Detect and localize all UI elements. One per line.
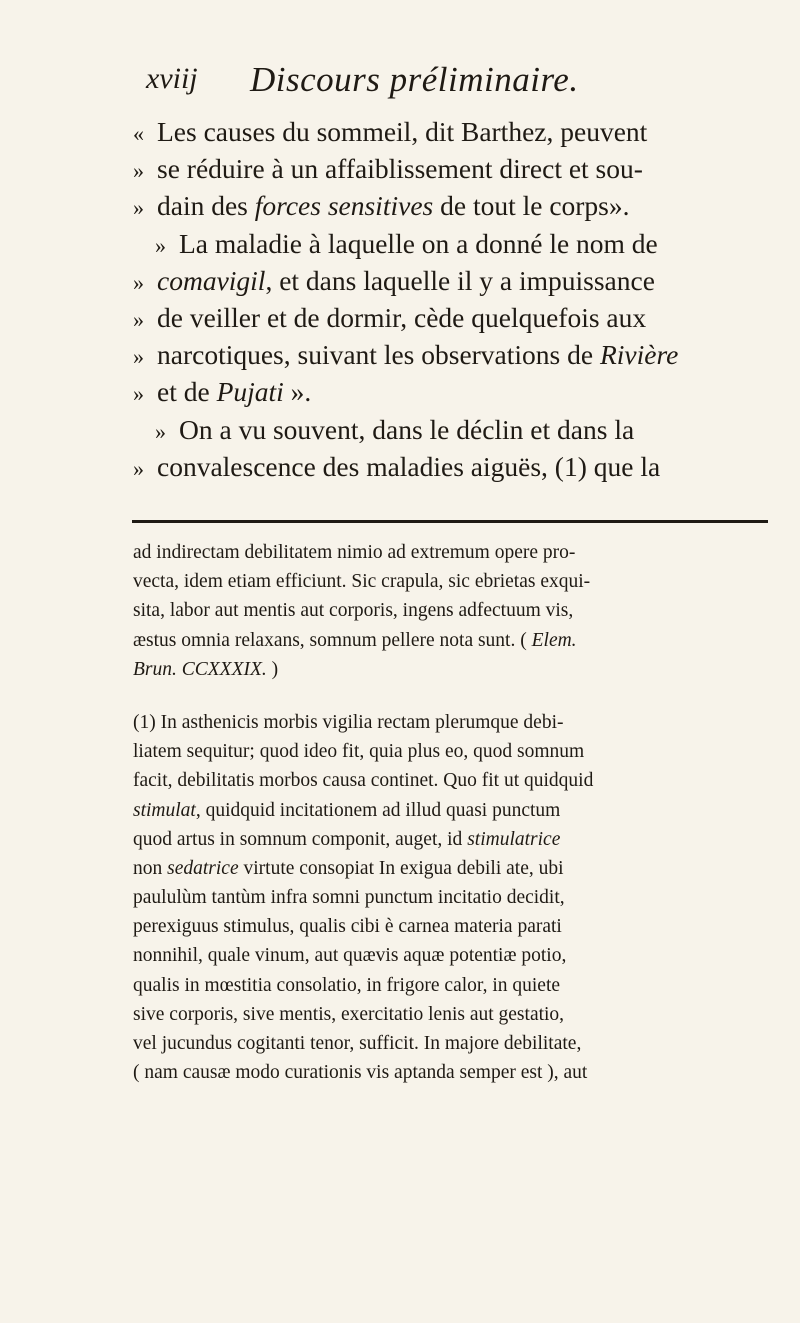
quote-mark: »	[133, 195, 144, 221]
footnote-line	[133, 1000, 773, 1029]
footnote-line	[133, 883, 773, 912]
text-run: vel jucundus cogitanti tenor, sufficit. In majore debilitate,	[133, 1033, 582, 1054]
quote-mark: »	[133, 381, 144, 407]
quote-mark: »	[133, 306, 144, 332]
quote-mark: »	[155, 418, 166, 444]
main-text-line	[133, 448, 773, 485]
main-text-line	[133, 262, 773, 299]
text-run: narcotiques, suivant les observations de	[157, 339, 600, 371]
text-run: , et dans laquelle il y a impuissance	[265, 264, 655, 296]
footnote-line	[133, 596, 773, 625]
text-run: paululùm tantùm infra somni punctum incitatio decidit,	[133, 887, 565, 909]
text-run: de tout le corps».	[433, 190, 630, 222]
text-run: ».	[283, 376, 312, 408]
running-head	[140, 62, 740, 106]
main-text-line	[133, 225, 773, 262]
text-run: qualis in mœstitia consolatio, in frigore calor, in quiete	[133, 974, 561, 996]
quote-mark: »	[133, 344, 144, 370]
footnote-line	[133, 825, 773, 854]
italic-text-run: sedatrice	[167, 857, 239, 879]
italic-text-run: Pujati	[216, 376, 284, 408]
text-run: virtute consopiat In exigua debili ate, ubi	[238, 857, 564, 879]
text-run: nonnihil, quale vinum, aut quævis aquæ potentiæ potio,	[133, 945, 567, 967]
footnote-line	[133, 567, 773, 596]
text-run: liatem sequitur; quod ideo fit, quia plus eo, quod somnum	[133, 741, 585, 763]
main-text-line	[133, 411, 773, 448]
text-run: vecta, idem etiam efficiunt. Sic crapula, sic ebrietas exqui-	[133, 571, 591, 593]
footnotes	[133, 538, 773, 1087]
footnote-line	[133, 912, 773, 941]
text-run: On a vu souvent, dans le déclin et dans la	[179, 413, 635, 445]
text-run: facit, debilitatis morbos causa continet. Quo fit ut quidquid	[133, 770, 594, 792]
footnote-line	[133, 1029, 773, 1058]
text-run: )	[266, 658, 279, 680]
footnote-line	[133, 737, 773, 766]
quote-mark: «	[133, 121, 144, 146]
main-text-line	[133, 373, 773, 410]
italic-text-run: Rivière	[599, 339, 679, 371]
paragraph-gap	[133, 684, 773, 708]
footnote-line	[133, 941, 773, 970]
text-run: se réduire à un affaiblissement direct et sou-	[157, 153, 643, 185]
text-run: et de	[157, 376, 217, 408]
quote-mark: »	[133, 269, 144, 295]
italic-text-run: forces sensitives	[254, 190, 434, 222]
footnote-line	[133, 538, 773, 567]
italic-text-run: stimulat	[133, 799, 196, 821]
main-text-line	[133, 150, 773, 187]
italic-text-run: comavigil	[157, 264, 266, 296]
quote-mark: »	[155, 232, 166, 258]
text-run: æstus omnia relaxans, somnum pellere nota sunt. (	[133, 629, 532, 651]
footnote-line	[133, 854, 773, 883]
text-run: perexiguus stimulus, qualis cibi è carnea materia parati	[133, 916, 562, 938]
main-text-line	[133, 336, 773, 373]
running-title: Discours préliminaire.	[250, 60, 579, 99]
main-text-line	[133, 113, 773, 150]
text-run: de veiller et de dormir, cède quelquefois aux	[157, 301, 647, 333]
text-run: sive corporis, sive mentis, exercitatio lenis aut gestatio,	[133, 1003, 565, 1025]
text-run: sita, labor aut mentis aut corporis, ingens adfectuum vis,	[133, 600, 574, 622]
text-run: quod artus in somnum componit, auget, id	[133, 828, 468, 850]
quote-mark: »	[133, 158, 144, 184]
text-run: ( nam causæ modo curationis vis aptanda semper est ), aut	[133, 1062, 588, 1084]
footnote-line	[133, 796, 773, 825]
main-text-line	[133, 187, 773, 224]
text-run: La maladie à laquelle on a donné le nom de	[179, 227, 658, 259]
page-number: xviij	[146, 62, 198, 95]
footnote-rule	[132, 520, 768, 523]
text-run: ad indirectam debilitatem nimio ad extremum opere pro-	[133, 542, 576, 563]
footnote-line	[133, 626, 773, 655]
text-run: convalescence des maladies aiguës, (1) que la	[157, 450, 661, 482]
italic-text-run: Elem.	[531, 629, 577, 651]
footnote-line	[133, 971, 773, 1000]
footnote-line	[133, 655, 773, 684]
footnote-line	[133, 1058, 773, 1087]
text-run: non	[133, 857, 168, 879]
italic-text-run: stimulatrice	[467, 828, 561, 850]
text-run: dain des	[157, 190, 255, 222]
main-text-line	[133, 299, 773, 336]
footnote-line	[133, 766, 773, 795]
italic-text-run: Brun. CCXXXIX.	[133, 658, 267, 680]
text-run: (1) In asthenicis morbis vigilia rectam plerumque debi-	[133, 711, 564, 733]
text-run: , quidquid incitationem ad illud quasi punctum	[195, 799, 561, 821]
footnote-line	[133, 708, 773, 737]
text-run: Les causes du sommeil, dit Barthez, peuvent	[157, 116, 648, 147]
main-text	[133, 113, 773, 485]
quote-mark: »	[133, 455, 144, 481]
